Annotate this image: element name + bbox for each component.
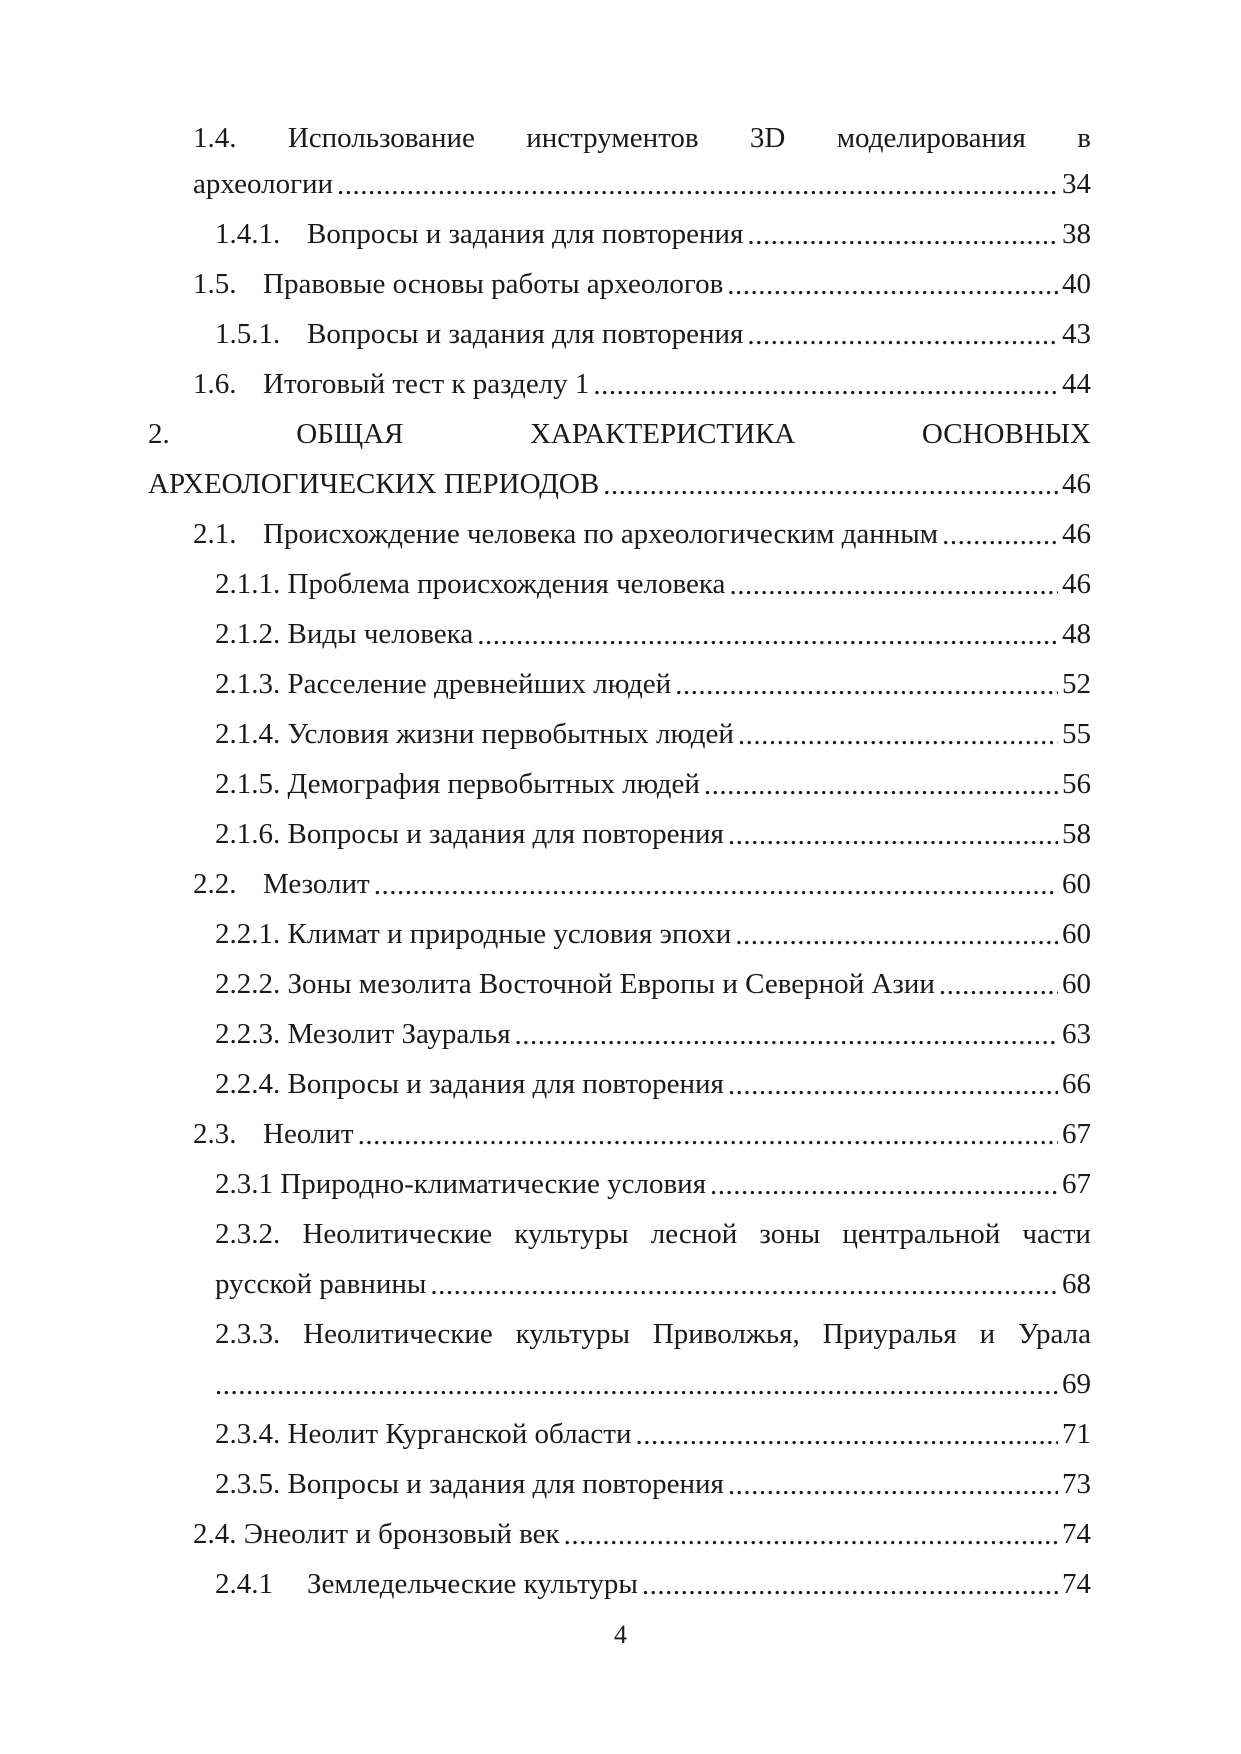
toc-entry-2-3-5[interactable]: 2.3.5. Вопросы и задания для повторения ..... 73 [215,1464,1091,1504]
toc-entry-1-6[interactable]: 1.6. Итоговый тест к разделу 1 ..... 44 [193,364,1091,404]
leader-dots [747,315,1058,355]
toc-entry-2-3-2-line2[interactable]: русской равнины ..... 68 [215,1264,1091,1304]
leader-dots [729,565,1058,605]
leader-dots [603,465,1058,505]
page-number: 4 [614,1620,627,1649]
toc-entry-2-3-3-line1[interactable]: 2.3.3. Неолитические культуры Приволжья, Приуралья и Урала [215,1318,1091,1350]
toc-entry-2-2-4[interactable]: 2.2.4. Вопросы и задания для повторения ..... 66 [215,1064,1091,1104]
toc-entry-2-3-1[interactable]: 2.3.1 Природно-климатические условия ..... 67 [215,1164,1091,1204]
leader-dots [430,1265,1058,1305]
toc-entry-2-1-1[interactable]: 2.1.1. Проблема происхождения человека ..... 46 [215,564,1091,604]
toc-entry-2-3-4[interactable]: 2.3.4. Неолит Курганской области ..... 71 [215,1414,1091,1454]
toc-entry-2-3-3-line2[interactable]: ..... 69 [215,1364,1091,1404]
toc-entry-2-4[interactable]: 2.4. Энеолит и бронзовый век ..... 74 [193,1514,1091,1554]
leader-dots [942,515,1058,555]
page-ref: 34 [1062,168,1091,200]
toc-entry-2-1-3[interactable]: 2.1.3. Расселение древнейших людей ..... 52 [215,664,1091,704]
toc-entry-2-1-4[interactable]: 2.1.4. Условия жизни первобытных людей ..... 55 [215,714,1091,754]
leader-dots [515,1015,1058,1055]
toc-entry-1-4-line1[interactable]: 1.4. Использование инструментов 3D моделирования в [193,118,1091,158]
leader-dots [337,165,1058,205]
toc-entry-2-2-1[interactable]: 2.2.1. Климат и природные условия эпохи ..... 60 [215,914,1091,954]
toc-entry-2-1-5[interactable]: 2.1.5. Демография первобытных людей ..... 56 [215,764,1091,804]
leader-dots [727,265,1058,305]
leader-dots [728,1065,1058,1105]
leader-dots [358,1115,1058,1155]
leader-dots [477,615,1058,655]
leader-dots [675,665,1058,705]
leader-dots [710,1165,1058,1205]
leader-dots [939,965,1058,1005]
entry-number: 1.4. [193,122,237,154]
leader-dots [636,1415,1059,1455]
toc-entry-2-3-2-line1[interactable]: 2.3.2. Неолитические культуры лесной зоны центральной части [215,1218,1091,1250]
leader-dots [738,715,1058,755]
toc-entry-2-1[interactable]: 2.1. Происхождение человека по археологическим данным ..... 46 [193,514,1091,554]
toc-entry-1-4-1[interactable]: 1.4.1. Вопросы и задания для повторения ..... 38 [215,214,1091,254]
toc-entry-2-3[interactable]: 2.3. Неолит ..... 67 [193,1114,1091,1154]
toc-entry-2-line1[interactable]: 2. ОБЩАЯ ХАРАКТЕРИСТИКА ОСНОВНЫХ [148,418,1091,450]
leader-dots [747,215,1058,255]
toc-entry-2-line2[interactable]: АРХЕОЛОГИЧЕСКИХ ПЕРИОДОВ ..... 46 [148,464,1091,504]
toc-entry-1-5-1[interactable]: 1.5.1. Вопросы и задания для повторения ..... 43 [215,314,1091,354]
toc-entry-2-2-2[interactable]: 2.2.2. Зоны мезолита Восточной Европы и Северной Азии ..... 60 [215,964,1091,1004]
leader-dots [642,1565,1058,1605]
leader-dots [564,1515,1058,1555]
leader-dots [728,1465,1058,1505]
leader-dots [593,365,1058,405]
leader-dots [704,765,1058,805]
toc-entry-1-4-line2[interactable]: археологии ..... 34 [193,164,1091,204]
toc-entry-2-4-1[interactable]: 2.4.1 Земледельческие культуры ..... 74 [215,1564,1091,1604]
toc-entry-2-1-6[interactable]: 2.1.6. Вопросы и задания для повторения ..... 58 [215,814,1091,854]
toc-entry-1-5[interactable]: 1.5. Правовые основы работы археологов ..... 40 [193,264,1091,304]
toc-entry-2-1-2[interactable]: 2.1.2. Виды человека ..... 48 [215,614,1091,654]
toc-entry-2-2[interactable]: 2.2. Мезолит ..... 60 [193,864,1091,904]
leader-dots [728,815,1058,855]
leader-dots [215,1365,1058,1405]
leader-dots [374,865,1058,905]
leader-dots [735,915,1058,955]
toc-entry-2-2-3[interactable]: 2.2.3. Мезолит Зауралья ..... 63 [215,1014,1091,1054]
